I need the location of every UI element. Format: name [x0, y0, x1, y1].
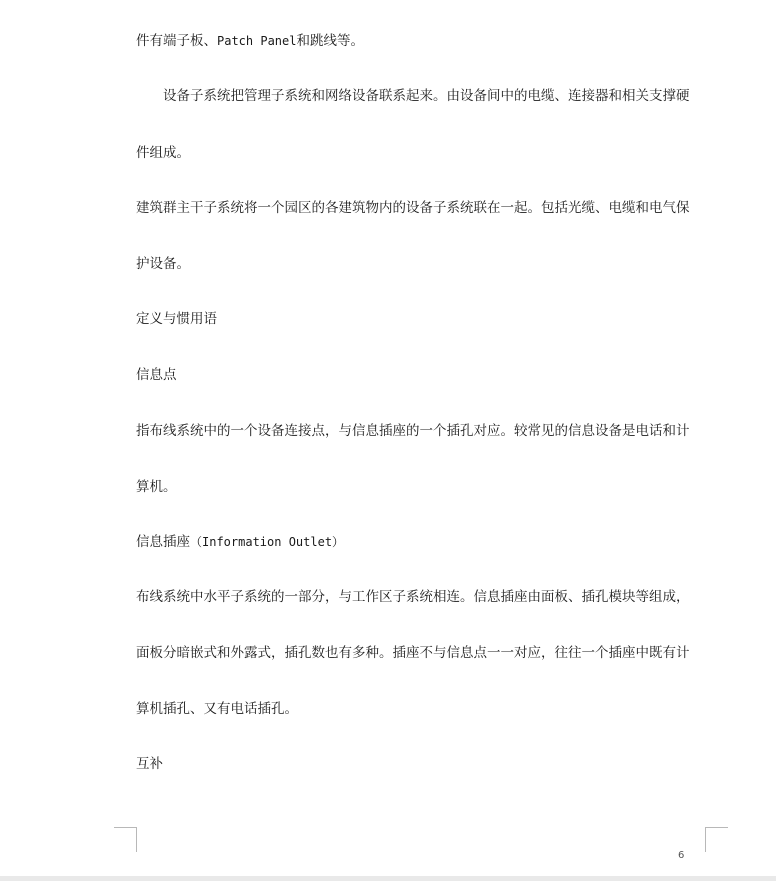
paragraph-line: 设备子系统把管理子系统和网络设备联系起来。由设备间中的电缆、连接器和相关支撑硬	[163, 88, 690, 104]
paragraph-line: 算机插孔、又有电话插孔。	[136, 701, 298, 717]
paragraph-line: 件组成。	[136, 145, 190, 161]
text-run: 信息插座	[136, 534, 190, 550]
paragraph-line	[136, 32, 708, 50]
paragraph-line: 建筑群主干子系统将一个园区的各建筑物内的设备子系统联在一起。包括光缆、电缆和电气保	[136, 200, 690, 216]
text-run-latin: Patch Panel	[217, 34, 297, 48]
page-number: 6	[678, 850, 685, 861]
section-heading: 定义与惯用语	[136, 311, 217, 327]
paragraph-line: 面板分暗嵌式和外露式，插孔数也有多种。插座不与信息点一一对应，往往一个插座中既有计	[136, 645, 690, 661]
paragraph-line: 算机。	[136, 479, 177, 495]
text-run: 件有端子板、	[136, 33, 217, 49]
term-heading	[136, 533, 708, 551]
term-heading: 互补	[136, 756, 163, 772]
term-heading: 信息点	[136, 367, 177, 383]
margin-corner-mark-right	[705, 827, 728, 852]
margin-corner-mark-left	[114, 827, 137, 852]
text-run-latin: （Information Outlet）	[190, 535, 345, 549]
paragraph-line: 指布线系统中的一个设备连接点，与信息插座的一个插孔对应。较常见的信息设备是电话和计	[136, 423, 690, 439]
paragraph-line: 布线系统中水平子系统的一部分，与工作区子系统相连。信息插座由面板、插孔模块等组成，	[136, 589, 690, 605]
text-run: 和跳线等。	[296, 33, 364, 49]
paragraph-line: 护设备。	[136, 256, 190, 272]
